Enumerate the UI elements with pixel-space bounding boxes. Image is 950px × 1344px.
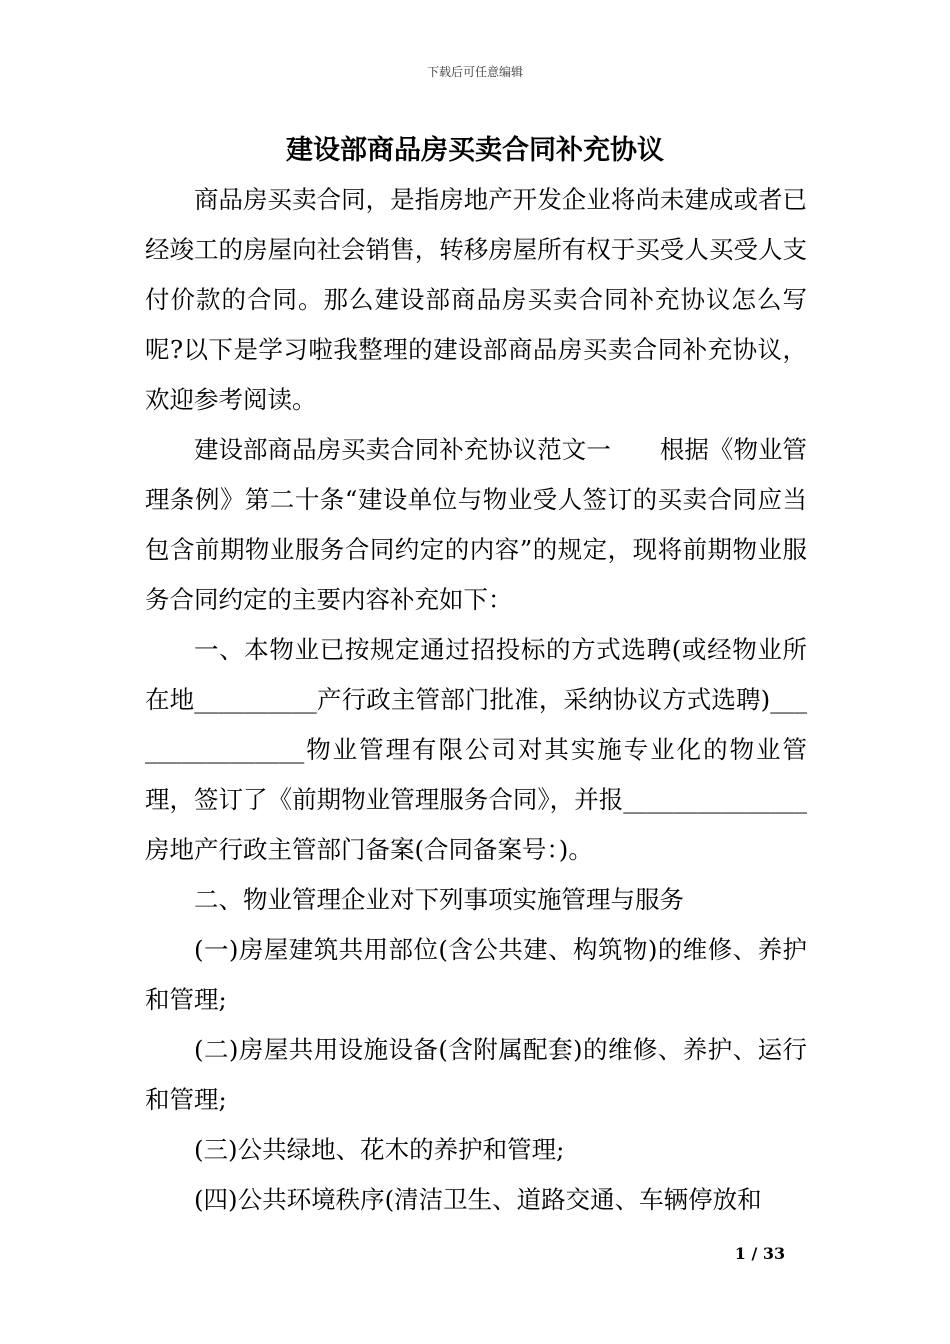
paragraph-item-four: (四)公共环境秩序(清洁卫生、道路交通、车辆停放和 — [194, 1185, 762, 1214]
paragraph-clause-one: 一、本物业已按规定通过招投标的方式选聘(或经物业所在地__________产行政主管部门批准，采纳协议方式选聘)________________物业管理有限公司对其实施专业化的物业管理，签订了《前期物业管理服务合同》，并报_______________房地产行政主管部门备案(合同备案号：)。 — [145, 635, 807, 864]
document-title: 建设部商品房买卖合同补充协议 — [286, 135, 664, 166]
document-body — [145, 175, 807, 1225]
paragraph-item-one: (一)房屋建筑共用部位(含公共建、构筑物)的维修、养护和管理; — [145, 935, 807, 1014]
paragraph-sample-one: 建设部商品房买卖合同补充协议范文一 根据《物业管理条例》第二十条“建设单位与物业受人签订的买卖合同应当包含前期物业服务合同约定的内容”的规定，现将前期物业服务合同约定的主要内容补充如下： — [145, 435, 807, 614]
page-number: 1 / 33 — [734, 1244, 786, 1263]
paragraph-clause-two: 二、物业管理企业对下列事项实施管理与服务 — [194, 885, 684, 914]
paragraph-intro: 商品房买卖合同，是指房地产开发企业将尚未建成或者已经竣工的房屋向社会销售，转移房屋所有权于买受人买受人支付价款的合同。那么建设部商品房买卖合同补充协议怎么写呢?以下是学习啦我整理的建设部商品房买卖合同补充协议，欢迎参考阅读。 — [145, 185, 807, 414]
page-header-note: 下载后可任意编辑 — [426, 65, 523, 79]
paragraph-item-two: (二)房屋共用设施设备(含附属配套)的维修、养护、运行和管理; — [145, 1035, 807, 1114]
paragraph-item-three: (三)公共绿地、花木的养护和管理; — [194, 1135, 565, 1164]
